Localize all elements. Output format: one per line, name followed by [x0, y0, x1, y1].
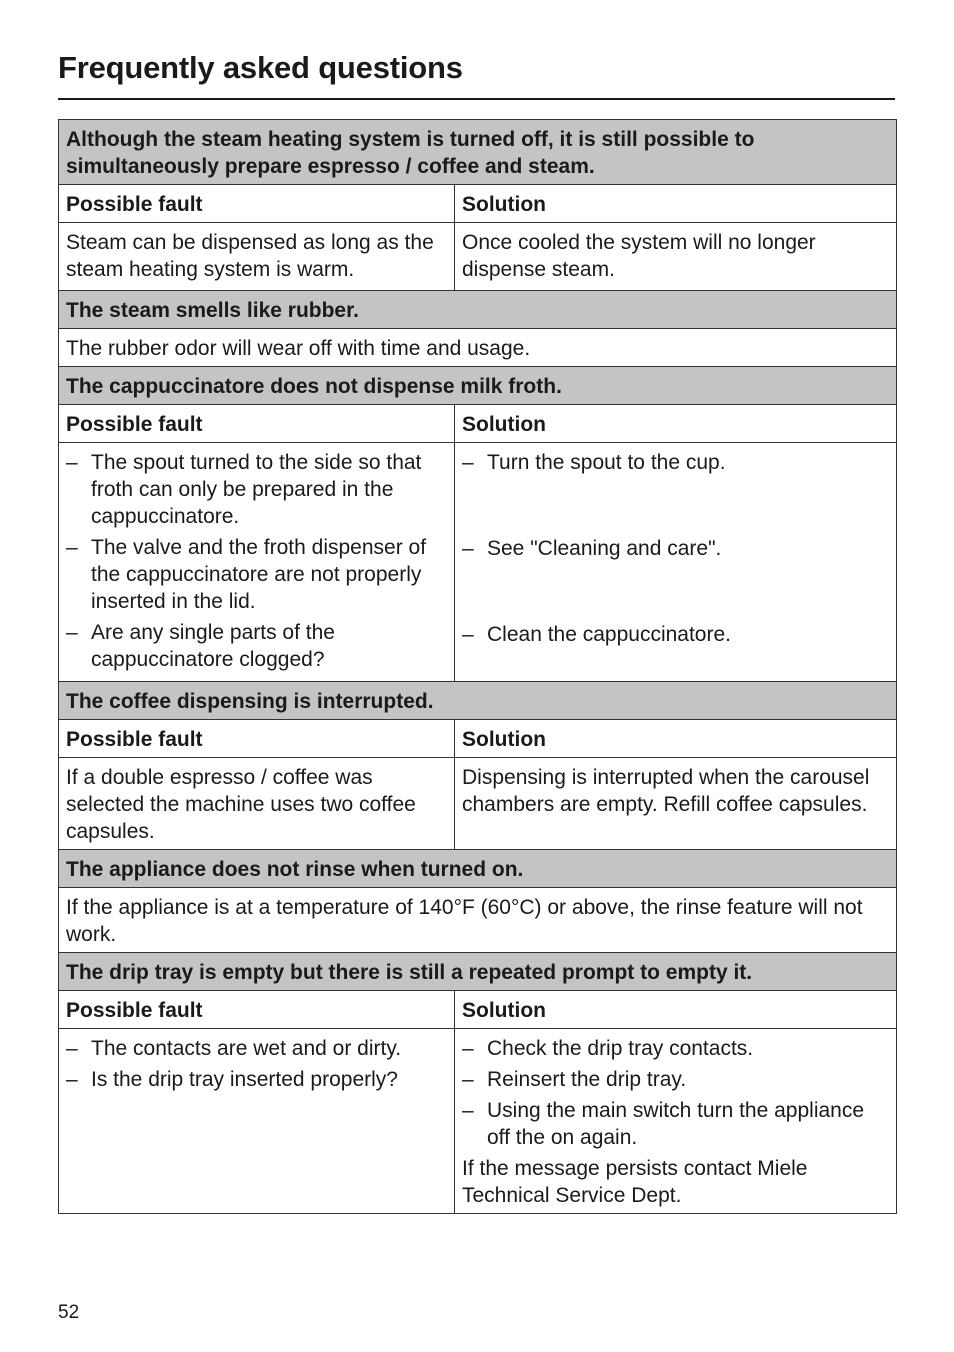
possible-fault-header: Possible fault	[59, 185, 455, 223]
fault-text: Steam can be dispensed as long as the steam heating system is warm.	[59, 223, 455, 291]
solution-item: – Turn the spout to the cup.	[462, 449, 889, 476]
possible-fault-header: Possible fault	[59, 991, 455, 1029]
faq-question: Although the steam heating system is turned off, it is still possible to simultaneously prepare espresso / coffee and steam.	[59, 120, 897, 185]
faq-question-row	[59, 682, 897, 720]
fault-item: – The valve and the froth dispenser of the cappuccinatore are not properly inserted in the lid.	[66, 534, 447, 615]
faq-question-row	[59, 953, 897, 991]
faq-answer-row	[59, 758, 897, 850]
possible-fault-header: Possible fault	[59, 720, 455, 758]
faq-question-row	[59, 367, 897, 405]
faq-question-row	[59, 850, 897, 888]
solution-header: Solution	[455, 720, 897, 758]
faq-answer-row	[59, 329, 897, 367]
faq-question: The appliance does not rinse when turned on.	[59, 850, 897, 888]
solution-list-cell	[455, 443, 897, 682]
fault-list-cell	[59, 443, 455, 682]
faq-table	[58, 119, 897, 1214]
solution-note: If the message persists contact Miele Technical Service Dept.	[462, 1157, 808, 1207]
solution-item: – Check the drip tray contacts.	[462, 1035, 889, 1062]
faq-header-row	[59, 185, 897, 223]
solution-header: Solution	[455, 405, 897, 443]
faq-answer-row	[59, 223, 897, 291]
solution-item: – See "Cleaning and care".	[462, 535, 889, 562]
page-title: Frequently asked questions	[58, 50, 463, 85]
faq-header-row	[59, 405, 897, 443]
page-number: 52	[58, 1302, 80, 1323]
solution-header: Solution	[455, 991, 897, 1029]
solution-text: Dispensing is interrupted when the carousel chambers are empty. Refill coffee capsules.	[455, 758, 897, 850]
solution-item: – Reinsert the drip tray.	[462, 1066, 889, 1093]
solution-list	[462, 449, 889, 648]
solution-list-cell	[455, 1029, 897, 1214]
fault-item: – Is the drip tray inserted properly?	[66, 1066, 447, 1093]
fault-item: – The contacts are wet and or dirty.	[66, 1035, 447, 1062]
answer-text: The rubber odor will wear off with time and usage.	[59, 329, 897, 367]
faq-answer-row	[59, 443, 897, 682]
faq-question: The coffee dispensing is interrupted.	[59, 682, 897, 720]
faq-question-row	[59, 120, 897, 185]
fault-list	[66, 449, 447, 673]
faq-answer-row	[59, 888, 897, 953]
solution-text: Once cooled the system will no longer dispense steam.	[455, 223, 897, 291]
faq-header-row	[59, 991, 897, 1029]
faq-question: The steam smells like rubber.	[59, 291, 897, 329]
faq-question: The drip tray is empty but there is still a repeated prompt to empty it.	[59, 953, 897, 991]
solution-list	[462, 1035, 889, 1151]
faq-question: The cappuccinatore does not dispense milk froth.	[59, 367, 897, 405]
faq-answer-row	[59, 1029, 897, 1214]
solution-item: – Using the main switch turn the appliance off the on again.	[462, 1097, 889, 1151]
faq-question-row	[59, 291, 897, 329]
fault-item: – The spout turned to the side so that froth can only be prepared in the cappuccinatore.	[66, 449, 447, 530]
faq-header-row	[59, 720, 897, 758]
solution-item: – Clean the cappuccinatore.	[462, 621, 889, 648]
answer-text: If the appliance is at a temperature of 140°F (60°C) or above, the rinse feature will not work.	[59, 888, 897, 953]
fault-list-cell	[59, 1029, 455, 1214]
solution-header: Solution	[455, 185, 897, 223]
possible-fault-header: Possible fault	[59, 405, 455, 443]
fault-list	[66, 1035, 447, 1093]
fault-item: – Are any single parts of the cappuccinatore clogged?	[66, 619, 447, 673]
fault-text: If a double espresso / coffee was selected the machine uses two coffee capsules.	[59, 758, 455, 850]
title-divider	[58, 98, 895, 100]
